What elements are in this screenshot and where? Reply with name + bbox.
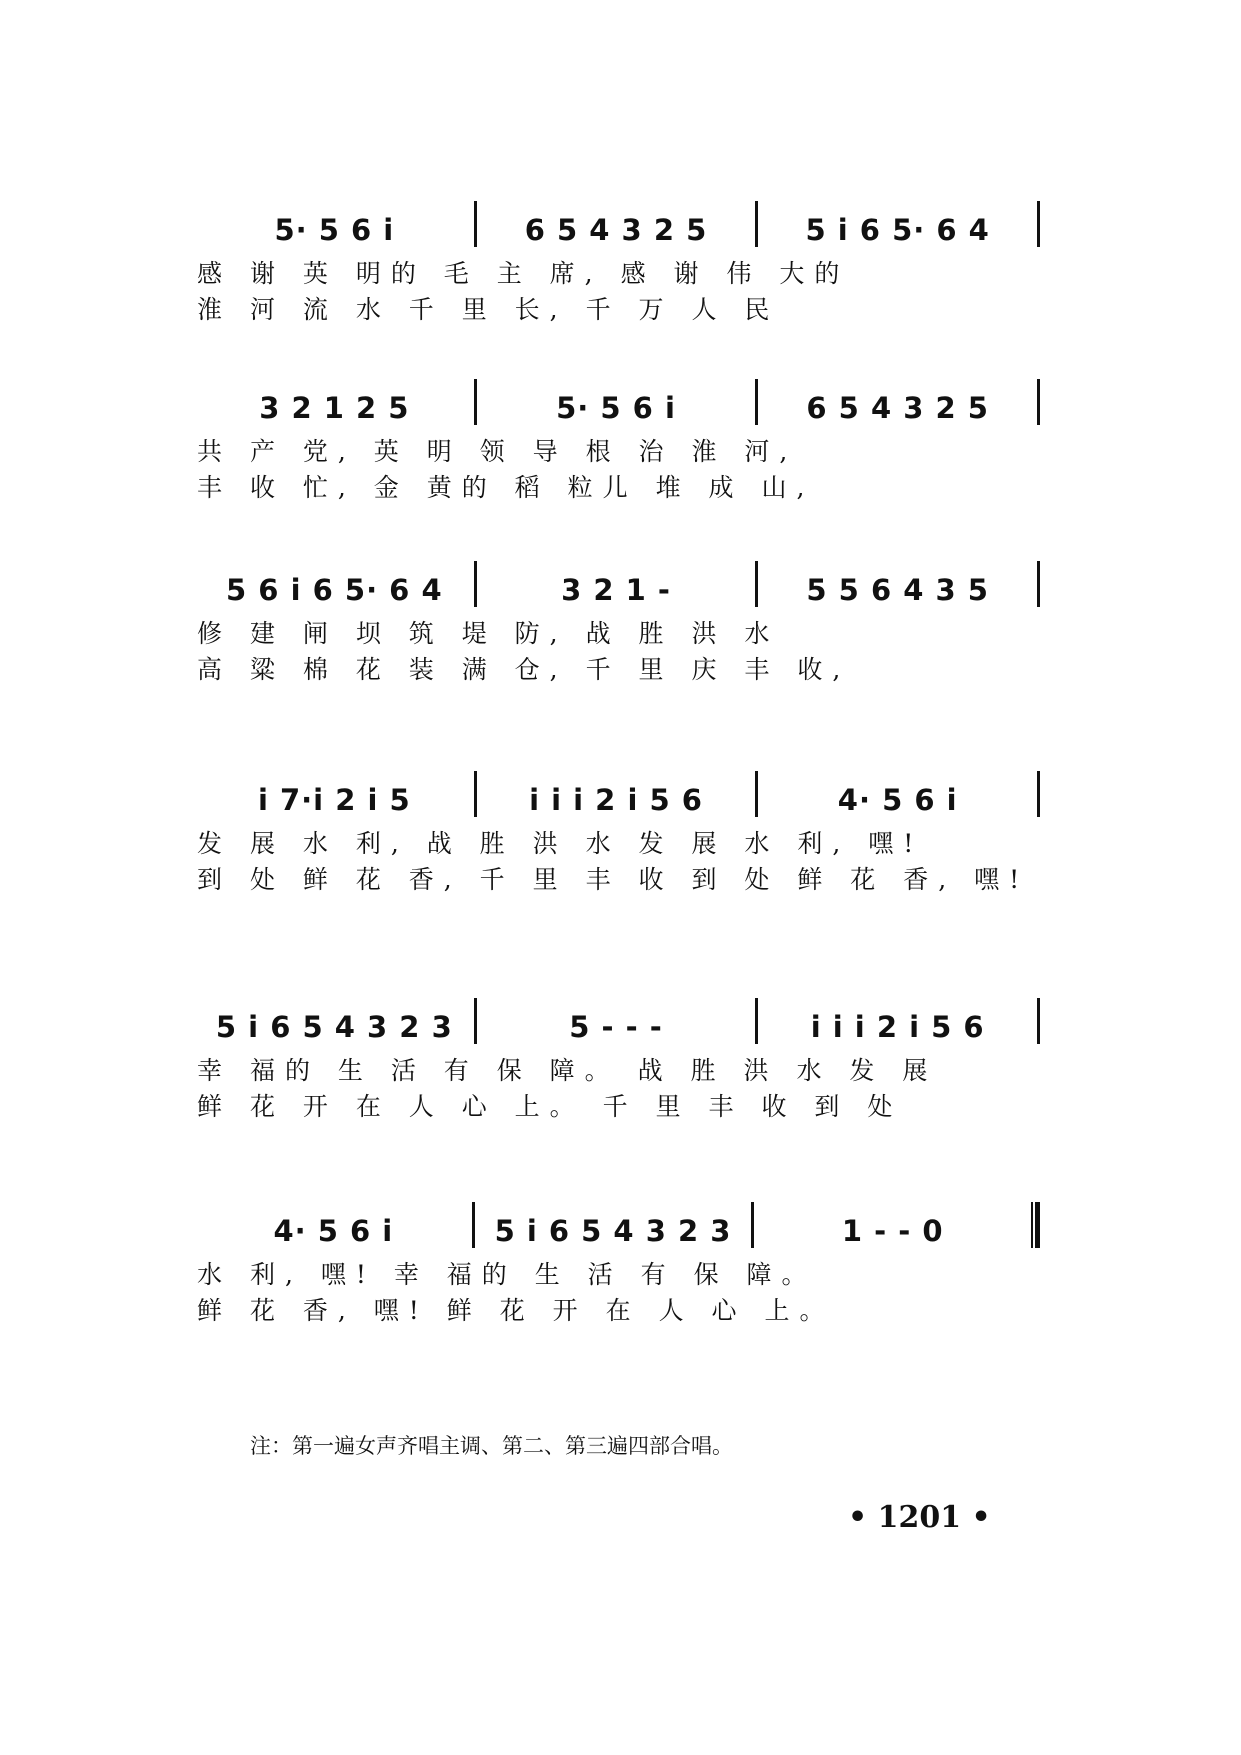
lyric-verse-2: 到 处 鲜 花 香, 千 里 丰 收 到 处 鲜 花 香, 嘿! [197,865,1030,894]
score-system-2 [195,373,1040,533]
measure [477,373,756,427]
measure [477,555,756,609]
measure-notes: 5· 5 6 i [556,391,676,425]
measure-notes: 3 2 1 2 5 [259,391,410,425]
lyric-verse-1: 幸 福的 生 活 有 保 障。 战 胜 洪 水 发 展 [197,1056,938,1085]
measure-notes: 5 i 6 5 4 3 2 3 [494,1214,732,1248]
measure [758,765,1037,819]
measure-notes: 3 2 1 - [561,573,671,607]
measure [475,1196,752,1250]
lyric-verse-1: 水 利, 嘿! 幸 福的 生 活 有 保 障。 [197,1260,817,1289]
barline [1037,998,1040,1044]
lyric-verse-2: 高 粱 棉 花 装 满 仓, 千 里 庆 丰 收, [197,655,851,684]
lyric-verse-1: 感 谢 英 明的 毛 主 席, 感 谢 伟 大的 [197,259,850,288]
measure [758,195,1037,249]
score-system-6 [195,1196,1040,1356]
lyric-verse-1: 共 产 党, 英 明 领 导 根 治 淮 河, [197,437,798,466]
footnote: 注：第一遍女声齐唱主调、第二、第三遍四部合唱。 [250,1434,733,1458]
score-system-5 [195,992,1040,1152]
measure-notes: 5 - - - [569,1010,663,1044]
measure-notes: 5 i 6 5· 6 4 [805,213,990,247]
measure [195,555,474,609]
measure-notes: 5 6 i 6 5· 6 4 [226,573,443,607]
barline [1037,379,1040,425]
lyric-verse-1: 修 建 闸 坝 筑 堤 防, 战 胜 洪 水 [197,619,780,648]
measure-notes: 6 5 4 3 2 5 [524,213,708,247]
measure-notes: 4· 5 6 i [273,1214,394,1248]
measure [195,373,474,427]
notes-row [195,195,1040,255]
measure-notes: 5 5 6 4 3 5 [806,573,989,607]
notes-row [195,992,1040,1052]
measure [754,1196,1031,1250]
measure-notes: i i i 2 i 5 6 [810,1010,985,1044]
measure [477,765,756,819]
measure [195,1196,472,1250]
page-number: • 1201 • [848,1500,991,1535]
barline [1037,561,1040,607]
lyric-verse-2: 鲜 花 香, 嘿! 鲜 花 开 在 人 心 上。 [197,1296,835,1325]
measure-notes: 5· 5 6 i [274,213,395,247]
barline [1037,201,1040,247]
lyric-verse-2: 鲜 花 开 在 人 心 上。 千 里 丰 收 到 处 [197,1092,903,1121]
measure [195,992,474,1046]
measure [477,992,756,1046]
notes-row [195,555,1040,615]
measure-notes: 5 i 6 5 4 3 2 3 [215,1010,453,1044]
measure-notes: 6 5 4 3 2 5 [806,391,989,425]
barline [1037,771,1040,817]
measure [477,195,756,249]
measure-notes: 1 - - 0 [841,1214,944,1248]
score-system-4 [195,765,1040,925]
final-barline [1031,1202,1040,1248]
measure-notes: i 7·i 2 i 5 [257,783,411,817]
score-system-1 [195,195,1040,355]
measure [758,992,1037,1046]
measure-notes: i i i 2 i 5 6 [529,783,703,817]
score-system-3 [195,555,1040,715]
measure [758,555,1037,609]
notes-row [195,373,1040,433]
lyric-verse-2: 丰 收 忙, 金 黄的 稻 粒儿 堆 成 山, [197,473,815,502]
measure-notes: 4· 5 6 i [837,783,958,817]
notes-row [195,765,1040,825]
lyric-verse-2: 淮 河 流 水 千 里 长, 千 万 人 民 [197,295,780,324]
measure [195,195,474,249]
measure [758,373,1037,427]
measure [195,765,474,819]
notes-row [195,1196,1040,1256]
lyric-verse-1: 发 展 水 利, 战 胜 洪 水 发 展 水 利, 嘿! [197,829,924,858]
